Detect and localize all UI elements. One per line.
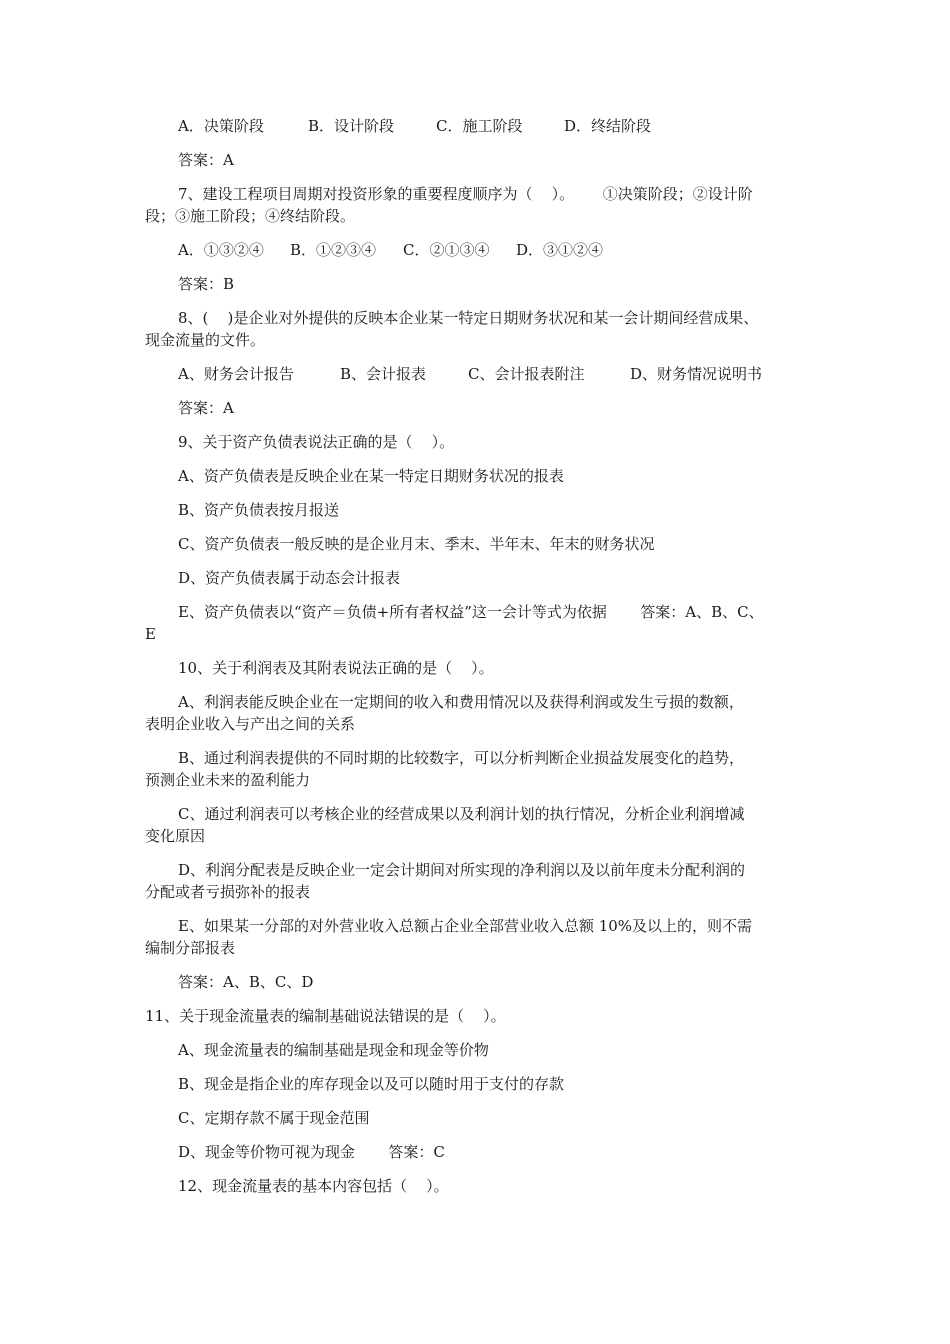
q10-option-a-line2: 表明企业收入与产出之间的关系 — [145, 715, 356, 733]
q8-options — [178, 364, 762, 385]
q7-option-b: B．①②③④ — [290, 241, 377, 259]
q8-option-d: D、财务情况说明书 — [630, 365, 763, 383]
q9-option-e-line1: E、资产负债表以“资产＝负债+所有者权益”这一会计等式为依据 答案：A、B、C、 — [178, 603, 764, 621]
q9-option-d: D、资产负债表属于动态会计报表 — [178, 569, 401, 587]
q6-option-b: B．设计阶段 — [308, 117, 395, 135]
q12-stem: 12、现金流量表的基本内容包括（ ）。 — [178, 1177, 449, 1195]
q10-option-d-line1: D、利润分配表是反映企业一定会计期间对所实现的净利润以及以前年度未分配利润的 — [178, 861, 746, 879]
q7-options — [178, 240, 603, 261]
q9-option-e-line2: E — [145, 625, 156, 643]
q10-option-a-line1: A、利润表能反映企业在一定期间的收入和费用情况以及获得利润或发生亏损的数额， — [178, 693, 744, 711]
q8-option-c: C、会计报表附注 — [468, 365, 585, 383]
q10-stem: 10、关于利润表及其附表说法正确的是（ ）。 — [178, 659, 494, 677]
q9-option-c: C、资产负债表一般反映的是企业月末、季末、半年末、年末的财务状况 — [178, 535, 655, 553]
q7-answer: 答案：B — [178, 275, 235, 293]
q8-stem-line1: 8、( )是企业对外提供的反映本企业某一特定日期财务状况和某一会计期间经营成果、 — [178, 309, 759, 327]
q10-option-b-line2: 预测企业未来的盈利能力 — [145, 771, 311, 789]
q10-option-e-line2: 编制分部报表 — [145, 939, 236, 957]
q11-option-b: B、现金是指企业的库存现金以及可以随时用于支付的存款 — [178, 1075, 565, 1093]
q11-option-d: D、现金等价物可视为现金 答案：C — [178, 1143, 445, 1161]
q6-option-d: D．终结阶段 — [564, 117, 652, 135]
q10-answer: 答案：A、B、C、D — [178, 973, 314, 991]
q6-option-c: C．施工阶段 — [436, 117, 523, 135]
q10-option-c-line1: C、通过利润表可以考核企业的经营成果以及利润计划的执行情况，分析企业利润增减 — [178, 805, 745, 823]
q8-stem-line2: 现金流量的文件。 — [145, 331, 266, 349]
q10-option-c-line2: 变化原因 — [145, 827, 206, 845]
q10-option-b-line1: B、通过利润表提供的不同时期的比较数字，可以分析判断企业损益发展变化的趋势， — [178, 749, 745, 767]
q9-stem: 9、关于资产负债表说法正确的是（ ）。 — [178, 433, 455, 451]
q10-option-d-line2: 分配或者亏损弥补的报表 — [145, 883, 311, 901]
q7-option-a: A．①③②④ — [178, 241, 264, 259]
q11-option-c: C、定期存款不属于现金范围 — [178, 1109, 370, 1127]
q8-option-a: A、财务会计报告 — [178, 365, 294, 383]
q8-answer: 答案：A — [178, 399, 234, 417]
q7-option-c: C．②①③④ — [403, 241, 490, 259]
q9-option-b: B、资产负债表按月报送 — [178, 501, 340, 519]
q10-option-e-line1: E、如果某一分部的对外营业收入总额占企业全部营业收入总额 10%及以上的，则不需 — [178, 917, 753, 935]
q6-options — [178, 116, 651, 137]
q7-option-d: D．③①②④ — [516, 241, 604, 259]
q6-answer: 答案：A — [178, 151, 234, 169]
q8-option-b: B、会计报表 — [340, 365, 427, 383]
q11-stem: 11、关于现金流量表的编制基础说法错误的是（ ）。 — [145, 1007, 506, 1025]
q7-stem-line1: 7、建设工程项目周期对投资形象的重要程度顺序为（ ）。 ①决策阶段；②设计阶 — [178, 185, 753, 203]
q11-option-a: A、现金流量表的编制基础是现金和现金等价物 — [178, 1041, 489, 1059]
q9-option-a: A、资产负债表是反映企业在某一特定日期财务状况的报表 — [178, 467, 564, 485]
q6-option-a: A．决策阶段 — [178, 117, 264, 135]
q7-stem-line2: 段；③施工阶段；④终结阶段。 — [145, 207, 356, 225]
